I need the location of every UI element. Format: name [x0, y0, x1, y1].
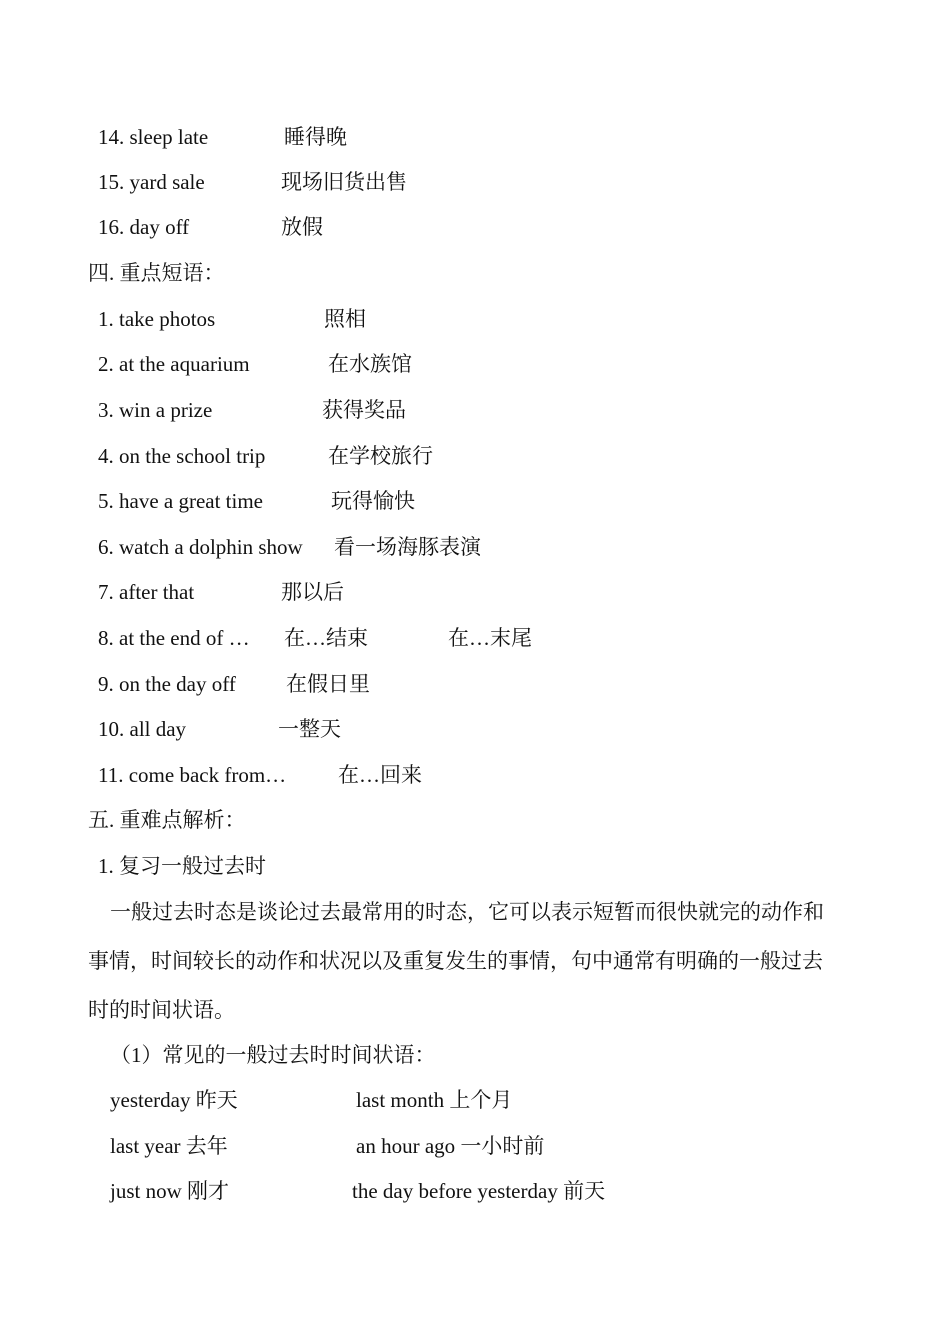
time-word: yesterday 昨天	[110, 1088, 238, 1112]
phrase-en: 10. all day	[98, 717, 187, 741]
time-word: the day before yesterday 前天	[352, 1179, 606, 1203]
phrase-cn: 看一场海豚表演	[334, 535, 481, 559]
phrase-en: 1. take photos	[98, 307, 216, 331]
phrase-cn: 获得奖品	[322, 398, 406, 422]
phrase-en: 7. after that	[98, 580, 195, 604]
paragraph-line: 时的时间状语。	[88, 998, 235, 1022]
subsection-title: 1. 复习一般过去时	[98, 854, 266, 878]
phrase-cn: 在水族馆	[328, 352, 412, 376]
phrase-cn-alt: 在…末尾	[448, 626, 532, 650]
phrase-cn: 那以后	[281, 580, 344, 604]
time-word: last year 去年	[110, 1134, 228, 1158]
phrase-en: 3. win a prize	[98, 398, 213, 422]
vocab-en: 15. yard sale	[98, 170, 205, 194]
phrase-cn: 玩得愉快	[331, 489, 415, 513]
vocab-cn: 现场旧货出售	[281, 170, 407, 194]
phrase-cn: 在学校旅行	[328, 444, 433, 468]
phrase-cn: 照相	[324, 307, 366, 331]
phrase-en: 8. at the end of …	[98, 626, 250, 650]
phrase-en: 6. watch a dolphin show	[98, 535, 303, 559]
paragraph-line: 一般过去时态是谈论过去最常用的时态，它可以表示短暂而很快就完的动作和	[110, 900, 824, 924]
section-heading: 五. 重难点解析：	[88, 808, 246, 832]
vocab-en: 14. sleep late	[98, 125, 209, 149]
section-heading: 四. 重点短语：	[88, 261, 225, 285]
paragraph-line: 事情，时间较长的动作和状况以及重复发生的事情，句中通常有明确的一般过去	[88, 949, 823, 973]
phrase-cn: 一整天	[278, 717, 341, 741]
vocab-cn: 睡得晚	[284, 125, 347, 149]
vocab-cn: 放假	[281, 215, 323, 239]
time-word: last month 上个月	[356, 1088, 513, 1112]
time-word: an hour ago 一小时前	[356, 1134, 545, 1158]
vocab-en: 16. day off	[98, 215, 190, 239]
phrase-en: 9. on the day off	[98, 672, 236, 696]
time-word: just now 刚才	[110, 1179, 230, 1203]
phrase-en: 2. at the aquarium	[98, 352, 250, 376]
phrase-en: 4. on the school trip	[98, 444, 266, 468]
phrase-cn: 在…结束	[284, 626, 368, 650]
phrase-cn: 在假日里	[286, 672, 370, 696]
subsection-heading: （1）常见的一般过去时时间状语：	[110, 1043, 436, 1067]
phrase-en: 5. have a great time	[98, 489, 264, 513]
phrase-en: 11. come back from…	[98, 763, 287, 787]
phrase-cn: 在…回来	[338, 763, 422, 787]
